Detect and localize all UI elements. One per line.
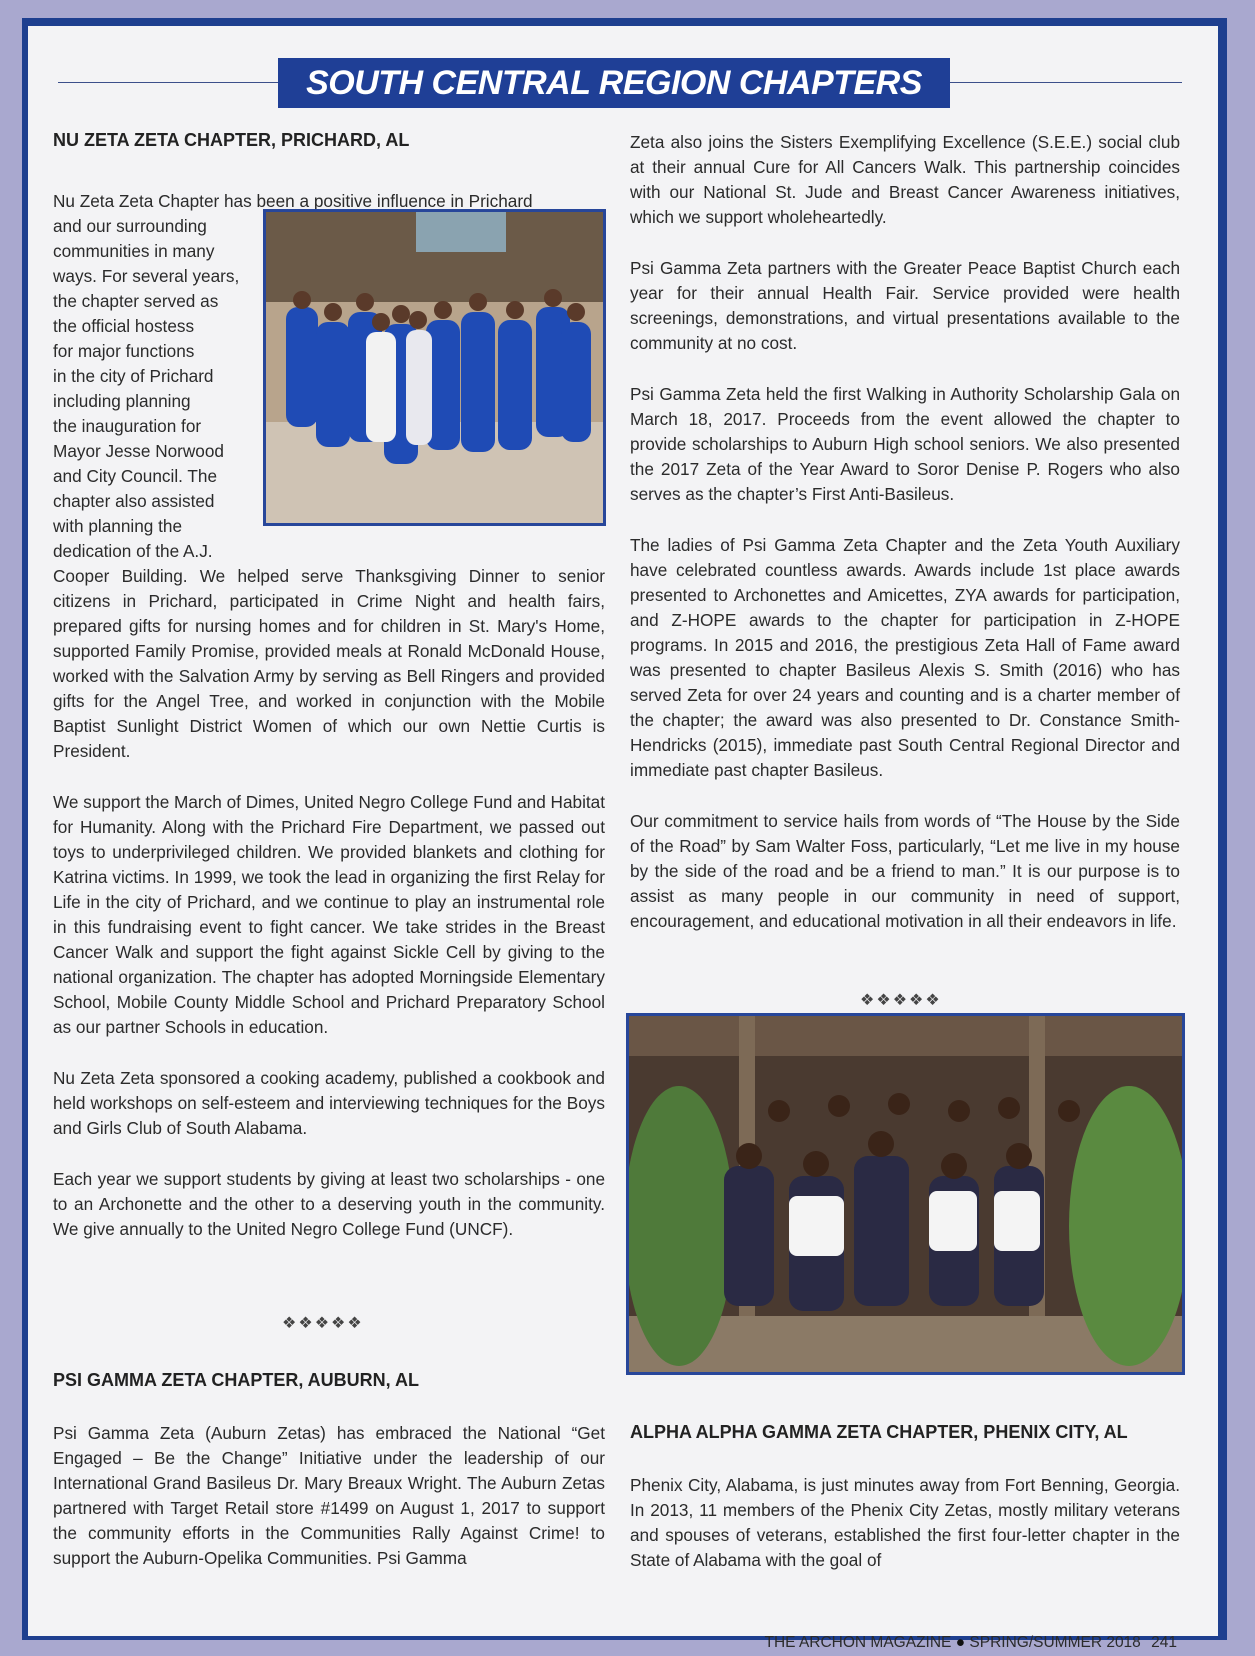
youth-photo-image <box>629 1016 1182 1372</box>
wrap-line: Mayor Jesse Norwood <box>53 441 224 461</box>
wrap-line: and City Council. The <box>53 466 218 486</box>
banner-rule-left <box>58 82 278 83</box>
section-heading-psi-gamma-zeta: PSI GAMMA ZETA CHAPTER, AUBURN, AL <box>53 1370 419 1390</box>
wrap-line: ways. For several years, <box>53 266 240 286</box>
youth-group-photo <box>626 1013 1185 1375</box>
banner-rule-right <box>950 82 1182 83</box>
page-title: SOUTH CENTRAL REGION CHAPTERS <box>278 58 950 108</box>
wrap-line: for major functions <box>53 341 195 361</box>
paragraph: We support the March of Dimes, United Negro College Fund and Habitat for Humanity. Along with the Prichard Fire Department, we passed out toys to underprivileged children. We provided blankets and clothing for Katrina victims. In 1999, we took the lead in organizing the first Relay for Life in the city of Prichard, and we continue to play an instrumental role in this fundraising event to fight cancer. We take strides in the Breast Cancer Walk and support the fight against Sickle Cell by giving to the national organization. The chapter has adopted Morningside Elementary School, Mobile County Middle School and Prichard Preparatory School as our partner Schools in education. <box>53 792 605 1037</box>
bullet-icon: ● <box>955 1634 966 1651</box>
wrap-line: chapter also assisted <box>53 491 215 511</box>
paragraph: Psi Gamma Zeta held the first Walking in Authority Scholarship Gala on March 18, 2017. Proceeds from the event allowed the chapter to provide scholarships to Auburn High school seniors. We also presented the 2017 Zeta of the Year Award to Soror Denise P. Rogers who also serves as the chapter’s First Anti-Basileus. <box>630 384 1180 504</box>
section-divider-ornament: ❖❖❖❖❖ <box>282 1315 364 1332</box>
wrap-line: the chapter served as <box>53 291 219 311</box>
wrap-line: dedication of the A.J. <box>53 541 213 561</box>
paragraph-first-line: Nu Zeta Zeta Chapter has been a positive influence in Prichard <box>53 191 533 211</box>
left-column-lower <box>53 1370 605 1597</box>
paragraph: Psi Gamma Zeta partners with the Greater Peace Baptist Church each year for their annual Health Fair. Service provided were health screenings, demonstrations, and virtual presentations available to the community at no cost. <box>630 258 1180 353</box>
footer-magazine: THE ARCHON MAGAZINE <box>764 1634 952 1651</box>
paragraph: Each year we support students by giving at least two scholarships - one to an Archonette and the other to a deserving youth in the community. We give annually to the United Negro College Fund (UNCF). <box>53 1169 605 1239</box>
paragraph: The ladies of Psi Gamma Zeta Chapter and the Zeta Youth Auxiliary have celebrated countless awards. Awards include 1st place awards presented to Archonettes and Amicettes, ZYA awards for participation, and Z-HOPE awards to the chapter for participation in Z-HOPE programs. In 2015 and 2016, the prestigious Zeta Hall of Fame award was presented to chapter Basileus Alexis S. Smith (2016) who has served Zeta for over 24 years and counting and is a charter member of the chapter; the award was also presented to Dr. Constance Smith-Hendricks (2015), immediate past South Central Regional Director and immediate past chapter Basileus. <box>630 535 1180 780</box>
right-column <box>630 130 1180 960</box>
footer-issue: SPRING/SUMMER 2018 <box>969 1634 1141 1651</box>
wrap-line: in the city of Prichard <box>53 366 214 386</box>
wrap-line: the inauguration for <box>53 416 202 436</box>
section-heading-alpha-alpha-gamma-zeta: ALPHA ALPHA GAMMA ZETA CHAPTER, PHENIX CITY, AL <box>630 1422 1128 1442</box>
wrap-line: with planning the <box>53 516 182 536</box>
paragraph: Phenix City, Alabama, is just minutes away from Fort Benning, Georgia. In 2013, 11 members of the Phenix City Zetas, mostly military veterans and spouses of veterans, established the first four-letter chapter in the State of Alabama with the goal of <box>630 1475 1180 1570</box>
paragraph: Zeta also joins the Sisters Exemplifying Excellence (S.E.E.) social club at their annual Cure for All Cancers Walk. This partnership coincides with our National St. Jude and Breast Cancer Awareness initiatives, which we support wholeheartedly. <box>630 132 1180 227</box>
section-divider-ornament: ❖❖❖❖❖ <box>860 992 942 1009</box>
wrap-line: communities in many <box>53 241 215 261</box>
group-photo-image <box>266 212 603 523</box>
paragraph: Our commitment to service hails from words of “The House by the Side of the Road” by Sam Walter Foss, particularly, “Let me live in my house by the side of the road and be a friend to man.” It is our purpose is to assist as many people in our community in need of support, encouragement, and educational motivation in all their endeavors in life. <box>630 811 1180 931</box>
page-number: 241 <box>1151 1634 1177 1651</box>
section-heading-nu-zeta-zeta: NU ZETA ZETA CHAPTER, PRICHARD, AL <box>53 130 410 150</box>
page-footer <box>765 1634 1178 1652</box>
wrap-line: including planning <box>53 391 191 411</box>
wrap-line: the official hostess <box>53 316 195 336</box>
paragraph: Cooper Building. We helped serve Thanksgiving Dinner to senior citizens in Prichard, participated in Crime Night and health fairs, prepared gifts for nursing homes and for children in St. Mary's Home, supported Family Promise, provided meals at Ronald McDonald House, worked with the Salvation Army by serving as Bell Ringers and provided gifts for the Angel Tree, and worked in conjunction with the Mobile Baptist Sunlight District Women of which our own Nettie Curtis is President. <box>53 566 605 761</box>
wrap-line: and our surrounding <box>53 216 207 236</box>
paragraph: Nu Zeta Zeta sponsored a cooking academy, published a cookbook and held workshops on self-esteem and interviewing techniques for the Boys and Girls Club of South Alabama. <box>53 1068 605 1138</box>
chapter-group-photo <box>263 209 606 526</box>
wrapped-lines <box>53 214 245 564</box>
paragraph: Psi Gamma Zeta (Auburn Zetas) has embraced the National “Get Engaged – Be the Change” Initiative under the leadership of our International Grand Basileus Dr. Mary Breaux Wright. The Auburn Zetas partnered with Target Retail store #1499 on August 1, 2017 to support the community efforts in the Communities Rally Against Crime! to support the Auburn-Opelika Communities. Psi Gamma <box>53 1423 605 1568</box>
right-column-lower <box>630 1422 1180 1599</box>
